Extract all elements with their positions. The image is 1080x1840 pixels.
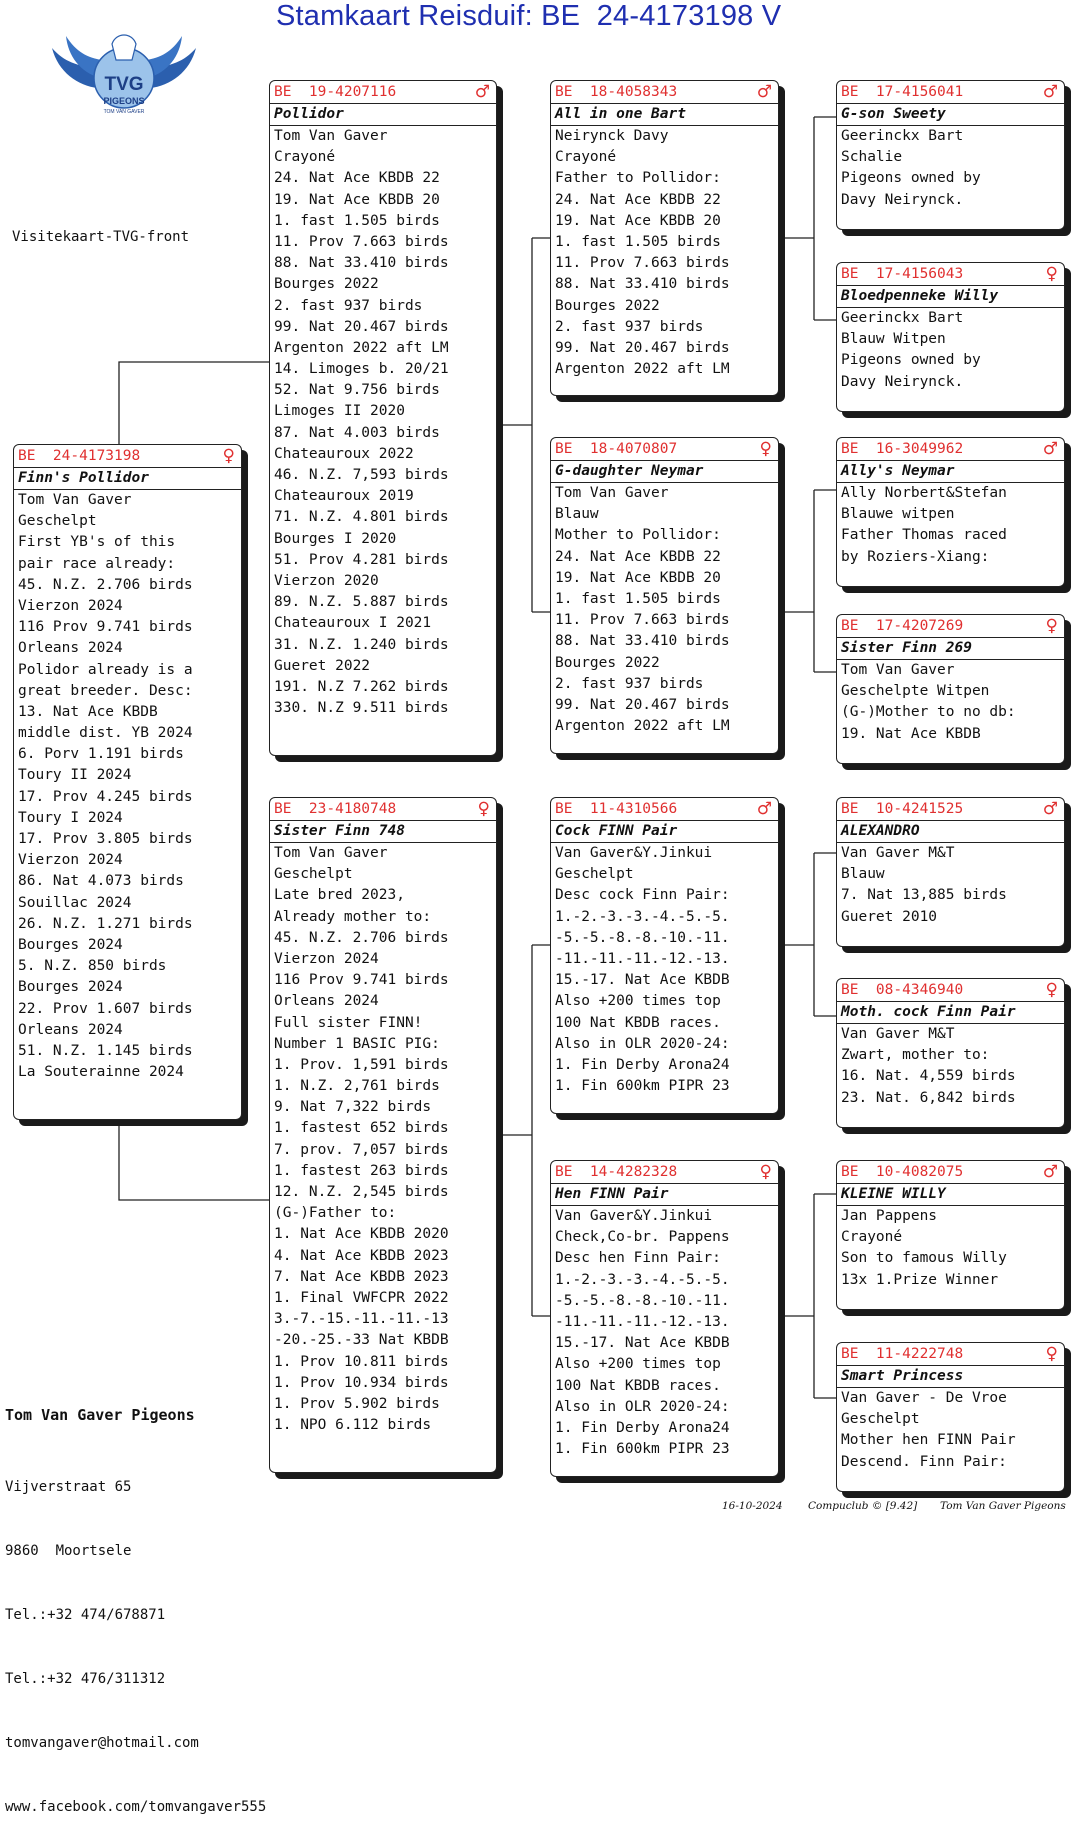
card-line: 24. Nat Ace KBDB 22 xyxy=(274,170,440,187)
card-line: Desc cock Finn Pair: xyxy=(555,887,730,904)
contact-phone-1: Tel.:+32 474/678871 xyxy=(5,1607,166,1624)
breeder-name: Van Gaver&Y.Jinkui xyxy=(555,845,713,861)
card-line: 1. NPO 6.112 birds xyxy=(274,1417,432,1434)
breeder-name: Jan Pappens xyxy=(841,1208,938,1224)
ring-number: BE 14-4282328 xyxy=(555,1164,678,1180)
female-symbol-icon: ♀ xyxy=(477,799,490,819)
card-line: 14. Limoges b. 20/21 xyxy=(274,361,449,378)
card-line: -11.-11.-11.-12.-13. xyxy=(555,1313,730,1330)
card-line: 13x 1.Prize Winner xyxy=(841,1271,999,1288)
card-line: pair race already: xyxy=(18,555,176,572)
card-line: Son to famous Willy xyxy=(841,1250,1007,1267)
female-symbol-icon: ♀ xyxy=(222,446,235,466)
pedigree-card-dam xyxy=(269,797,497,1473)
card-line: 116 Prov 9.741 birds xyxy=(274,972,449,989)
card-line: middle dist. YB 2024 xyxy=(18,725,193,742)
card-line: Davy Neirynck. xyxy=(841,373,964,390)
card-header xyxy=(270,798,496,820)
contact-facebook: www.facebook.com/tomvangaver555 xyxy=(5,1798,267,1815)
male-symbol-icon: ♂ xyxy=(1042,1162,1058,1182)
pedigree-card-subject xyxy=(13,444,242,1120)
breeder-name: Geerinckx Bart xyxy=(841,310,964,326)
card-line: 1. Fin 600km PIPR 23 xyxy=(555,1441,730,1458)
breeder-name: Ally Norbert&Stefan xyxy=(841,485,1007,501)
footer-date: 16-10-2024 xyxy=(722,1500,783,1512)
card-line: 1.-2.-3.-3.-4.-5.-5. xyxy=(555,908,730,925)
image-caption: Visitekaart-TVG-front xyxy=(12,229,190,245)
card-line: Number 1 BASIC PIG: xyxy=(274,1035,440,1052)
pedigree-card-ggp-1 xyxy=(836,80,1065,230)
card-line: Bourges 2024 xyxy=(18,979,123,996)
card-line: Orleans 2024 xyxy=(18,1021,123,1038)
card-line: 1. Fin Derby Arona24 xyxy=(555,1419,730,1436)
contact-city: 9860 Moortsele xyxy=(5,1543,132,1560)
card-line: 52. Nat 9.756 birds xyxy=(274,382,440,399)
card-line: 88. Nat 33.410 birds xyxy=(274,255,449,272)
card-line: Vierzon 2024 xyxy=(18,852,123,869)
pigeon-name: Bloedpenneke Willy xyxy=(837,285,1064,308)
page-title: Stamkaart Reisduif: BE 24-4173198 V xyxy=(276,0,782,32)
card-header xyxy=(551,81,778,103)
card-line: Toury II 2024 xyxy=(18,767,132,784)
ring-number: BE 19-4207116 xyxy=(274,84,397,100)
contact-phone-2: Tel.:+32 476/311312 xyxy=(5,1671,166,1688)
pigeon-name: ALEXANDRO xyxy=(837,820,1064,843)
card-line: 11. Prov 7.663 birds xyxy=(555,612,730,629)
card-line: 9. Nat 7,322 birds xyxy=(274,1099,432,1116)
card-line: Chateauroux I 2021 xyxy=(274,615,432,632)
card-line: Blauw xyxy=(841,866,885,883)
card-line: 11. Prov 7.663 birds xyxy=(555,255,730,272)
ring-number: BE 17-4207269 xyxy=(841,618,964,634)
pigeon-name: All in one Bart xyxy=(551,103,778,126)
contact-street: Vijverstraat 65 xyxy=(5,1479,132,1496)
card-header xyxy=(837,798,1064,820)
card-line: La Souterainne 2024 xyxy=(18,1064,184,1081)
card-line: 12. N.Z. 2,545 birds xyxy=(274,1184,449,1200)
female-symbol-icon: ♀ xyxy=(1045,616,1058,636)
card-line: Limoges II 2020 xyxy=(274,403,405,420)
card-line: 191. N.Z 7.262 birds xyxy=(274,678,449,695)
card-line: -5.-5.-8.-8.-10.-11. xyxy=(555,929,730,946)
ring-number: BE 10-4241525 xyxy=(841,801,964,817)
contact-block xyxy=(5,1362,266,1840)
card-line: Mother hen FINN Pair xyxy=(841,1432,1016,1449)
card-line: 2. fast 937 birds xyxy=(555,675,704,692)
card-line: -20.-25.-33 Nat KBDB xyxy=(274,1332,449,1349)
card-line: 89. N.Z. 5.887 birds xyxy=(274,594,449,611)
card-line: 19. Nat Ace KBDB 20 xyxy=(555,212,721,229)
male-symbol-icon: ♂ xyxy=(756,799,772,819)
card-line: 16. Nat. 4,559 birds xyxy=(841,1068,1016,1085)
card-line: Also +200 times top xyxy=(555,993,721,1010)
pedigree-card-ggp-3 xyxy=(836,437,1065,587)
ring-number: BE 10-4082075 xyxy=(841,1164,964,1180)
card-line: Chateauroux 2022 xyxy=(274,445,414,462)
card-line: 3.-7.-15.-11.-11.-13 xyxy=(274,1311,449,1328)
male-symbol-icon: ♂ xyxy=(1042,82,1058,102)
female-symbol-icon: ♀ xyxy=(759,439,772,459)
card-line: 100 Nat KBDB races. xyxy=(555,1377,721,1394)
card-line: Mother to Pollidor: xyxy=(555,527,721,544)
breeder-name: Van Gaver M&T xyxy=(841,845,955,861)
card-line: 1.-2.-3.-3.-4.-5.-5. xyxy=(555,1271,730,1288)
footer-software: Compuclub © [9.42] xyxy=(808,1500,918,1512)
card-line: 1. fast 1.505 birds xyxy=(555,590,721,607)
breeder-name: Tom Van Gaver xyxy=(841,662,955,678)
card-line: great breeder. Desc: xyxy=(18,682,193,699)
breeder-name: Tom Van Gaver xyxy=(274,845,388,861)
breeder-name: Van Gaver - De Vroe xyxy=(841,1390,1007,1406)
card-line: (G-)Mother to no db: xyxy=(841,704,1016,721)
card-line: 100 Nat KBDB races. xyxy=(555,1014,721,1031)
pedigree-card-dam-dam xyxy=(550,1160,779,1477)
card-line: 19. Nat Ace KBDB 20 xyxy=(555,569,721,586)
card-line: Blauwe witpen xyxy=(841,506,955,523)
card-line: 99. Nat 20.467 birds xyxy=(555,696,730,713)
card-line: Check,Co-br. Pappens xyxy=(555,1229,730,1246)
card-line: 1. fast 1.505 birds xyxy=(555,233,721,250)
pigeon-name: KLEINE WILLY xyxy=(837,1183,1064,1206)
card-line: Geschelpt xyxy=(274,866,353,883)
contact-name: Tom Van Gaver Pigeons xyxy=(5,1405,195,1424)
logo-subtext: PIGEONS xyxy=(103,96,145,106)
female-symbol-icon: ♀ xyxy=(759,1162,772,1182)
card-line: 1. fastest 263 birds xyxy=(274,1162,449,1179)
card-header xyxy=(14,445,241,467)
pedigree-card-sire-dam xyxy=(550,437,779,754)
card-line: Father Thomas raced xyxy=(841,527,1007,544)
card-line: by Roziers-Xiang: xyxy=(841,548,990,565)
female-symbol-icon: ♀ xyxy=(1045,264,1058,284)
card-line: Late bred 2023, xyxy=(274,887,405,904)
card-line: First YB's of this xyxy=(18,534,176,551)
card-line: 88. Nat 33.410 birds xyxy=(555,633,730,650)
card-line: Bourges 2022 xyxy=(555,654,660,671)
card-line: 330. N.Z 9.511 birds xyxy=(274,700,449,717)
card-line: Chateauroux 2019 xyxy=(274,488,414,505)
card-header xyxy=(837,615,1064,637)
card-line: 1. Nat Ace KBDB 2020 xyxy=(274,1226,449,1243)
card-line: 86. Nat 4.073 birds xyxy=(18,873,184,890)
card-line: Geschelpte Witpen xyxy=(841,683,990,700)
ring-number: BE 18-4070807 xyxy=(555,441,678,457)
ring-number: BE 16-3049962 xyxy=(841,441,964,457)
logo-owner-text: TOM VAN GAVER xyxy=(103,109,145,115)
pedigree-card-ggp-4 xyxy=(836,614,1065,764)
card-line: 2. fast 937 birds xyxy=(555,318,704,335)
card-line: 17. Prov 3.805 birds xyxy=(18,831,193,847)
card-line: Gueret 2010 xyxy=(841,908,938,925)
logo-text: TVG xyxy=(104,74,144,95)
card-line: Toury I 2024 xyxy=(18,809,123,826)
ring-number: BE 11-4222748 xyxy=(841,1346,964,1362)
pedigree-card-ggp-7 xyxy=(836,1160,1065,1310)
pigeon-name: G-son Sweety xyxy=(837,103,1064,126)
card-line: 99. Nat 20.467 birds xyxy=(555,339,730,356)
card-line: 22. Prov 1.607 birds xyxy=(18,1000,193,1017)
card-line: Father to Pollidor: xyxy=(555,170,721,187)
ring-number: BE 11-4310566 xyxy=(555,801,678,817)
card-line: Blauw xyxy=(555,506,599,523)
pedigree-card-sire-sire xyxy=(550,80,779,396)
card-line: -5.-5.-8.-8.-10.-11. xyxy=(555,1292,730,1309)
pigeon-name: Pollidor xyxy=(270,103,496,126)
card-line: Desc hen Finn Pair: xyxy=(555,1250,721,1267)
pigeon-name: Sister Finn 269 xyxy=(837,637,1064,660)
pigeon-name: Ally's Neymar xyxy=(837,460,1064,483)
card-line: 24. Nat Ace KBDB 22 xyxy=(555,548,721,565)
card-header xyxy=(837,263,1064,285)
card-line: 46. N.Z. 7,593 birds xyxy=(274,467,449,483)
card-header xyxy=(551,1161,778,1183)
card-line: Bourges 2022 xyxy=(555,297,660,314)
card-line: Davy Neirynck. xyxy=(841,191,964,208)
card-line: Crayoné xyxy=(841,1229,903,1246)
card-line: 1. Prov. 1,591 birds xyxy=(274,1056,449,1073)
card-line: 13. Nat Ace KBDB xyxy=(18,703,158,720)
card-line: -11.-11.-11.-12.-13. xyxy=(555,950,730,967)
card-line: Zwart, mother to: xyxy=(841,1047,990,1064)
card-header xyxy=(551,438,778,460)
breeder-name: Van Gaver&Y.Jinkui xyxy=(555,1208,713,1224)
male-symbol-icon: ♂ xyxy=(474,82,490,102)
card-line: 5. N.Z. 850 birds xyxy=(18,958,167,975)
card-line: Pigeons owned by xyxy=(841,170,981,187)
card-line: 45. N.Z. 2.706 birds xyxy=(274,929,449,946)
card-line: 1. fastest 652 birds xyxy=(274,1120,449,1137)
card-line: Crayoné xyxy=(555,149,617,166)
card-line: 7. Nat Ace KBDB 2023 xyxy=(274,1268,449,1285)
card-line: Argenton 2022 aft LM xyxy=(274,339,449,356)
card-line: Argenton 2022 aft LM xyxy=(555,361,730,378)
male-symbol-icon: ♂ xyxy=(1042,799,1058,819)
male-symbol-icon: ♂ xyxy=(756,82,772,102)
card-line: Vierzon 2024 xyxy=(274,950,379,967)
contact-email: tomvangaver@hotmail.com xyxy=(5,1735,199,1752)
footer-owner: Tom Van Gaver Pigeons xyxy=(940,1500,1066,1512)
card-line: 7. Nat 13,885 birds xyxy=(841,887,1007,904)
card-line: 19. Nat Ace KBDB 20 xyxy=(274,191,440,208)
card-line: 17. Prov 4.245 birds xyxy=(18,788,193,805)
card-line: Vierzon 2020 xyxy=(274,572,379,589)
pigeon-name: Cock FINN Pair xyxy=(551,820,778,843)
pigeon-name: Smart Princess xyxy=(837,1365,1064,1388)
card-line: Already mother to: xyxy=(274,908,432,925)
card-line: 51. Prov 4.281 birds xyxy=(274,551,449,568)
card-line: Also in OLR 2020-24: xyxy=(555,1035,730,1052)
card-line: 116 Prov 9.741 birds xyxy=(18,619,193,636)
card-line: 31. N.Z. 1.240 birds xyxy=(274,636,449,653)
card-header xyxy=(837,81,1064,103)
card-line: 88. Nat 33.410 birds xyxy=(555,276,730,293)
card-line: Descend. Finn Pair: xyxy=(841,1453,1007,1470)
card-header xyxy=(270,81,496,103)
card-line: 71. N.Z. 4.801 birds xyxy=(274,509,449,526)
card-line: Geschelpt xyxy=(841,1411,920,1428)
card-line: 15.-17. Nat Ace KBDB xyxy=(555,972,730,989)
pedigree-card-ggp-2 xyxy=(836,262,1065,412)
card-line: Argenton 2022 aft LM xyxy=(555,718,730,735)
card-line: 1. Prov 5.902 birds xyxy=(274,1395,440,1412)
card-line: 15.-17. Nat Ace KBDB xyxy=(555,1335,730,1352)
card-line: Geschelpt xyxy=(18,513,97,530)
pedigree-card-ggp-6 xyxy=(836,978,1065,1128)
card-line: Full sister FINN! xyxy=(274,1014,423,1031)
card-line: 19. Nat Ace KBDB xyxy=(841,725,981,742)
pedigree-card-sire xyxy=(269,80,497,756)
ring-number: BE 17-4156043 xyxy=(841,266,964,282)
ring-number: BE 24-4173198 xyxy=(18,448,141,464)
card-line: Vierzon 2024 xyxy=(18,597,123,614)
card-line: (G-)Father to: xyxy=(274,1205,397,1222)
card-line: 1. N.Z. 2,761 birds xyxy=(274,1078,440,1095)
card-line: 6. Porv 1.191 birds xyxy=(18,746,184,763)
female-symbol-icon: ♀ xyxy=(1045,1344,1058,1364)
card-line: 1. Prov 10.934 birds xyxy=(274,1374,449,1391)
breeder-name: Geerinckx Bart xyxy=(841,128,964,144)
card-line: 1. Fin Derby Arona24 xyxy=(555,1056,730,1073)
card-line: 87. Nat 4.003 birds xyxy=(274,424,440,441)
ring-number: BE 18-4058343 xyxy=(555,84,678,100)
card-line: Gueret 2022 xyxy=(274,657,371,674)
card-line: 51. N.Z. 1.145 birds xyxy=(18,1042,193,1059)
pedigree-card-ggp-8 xyxy=(836,1342,1065,1492)
card-line: 1. Prov 10.811 birds xyxy=(274,1353,449,1370)
card-line: Pigeons owned by xyxy=(841,352,981,369)
card-line: 2. fast 937 birds xyxy=(274,297,423,314)
card-line: Schalie xyxy=(841,149,903,166)
card-line: Crayoné xyxy=(274,149,336,166)
card-line: Souillac 2024 xyxy=(18,894,132,911)
male-symbol-icon: ♂ xyxy=(1042,439,1058,459)
breeder-name: Van Gaver M&T xyxy=(841,1026,955,1042)
card-line: Orleans 2024 xyxy=(274,993,379,1010)
ring-number: BE 17-4156041 xyxy=(841,84,964,100)
breeder-name: Neirynck Davy xyxy=(555,128,669,144)
card-line: 7. prov. 7,057 birds xyxy=(274,1141,449,1158)
card-line: 26. N.Z. 1.271 birds xyxy=(18,915,193,932)
card-header xyxy=(837,1343,1064,1365)
pedigree-card-ggp-5 xyxy=(836,797,1065,947)
card-line: Geschelpt xyxy=(555,866,634,883)
card-line: 1. Fin 600km PIPR 23 xyxy=(555,1078,730,1095)
ring-number: BE 08-4346940 xyxy=(841,982,964,998)
card-header xyxy=(837,1161,1064,1183)
card-line: Bourges I 2020 xyxy=(274,530,397,547)
card-line: Also +200 times top xyxy=(555,1356,721,1373)
card-header xyxy=(837,979,1064,1001)
card-line: 45. N.Z. 2.706 birds xyxy=(18,576,193,593)
pigeon-name: Finn's Pollidor xyxy=(14,467,241,490)
ring-number: BE 23-4180748 xyxy=(274,801,397,817)
card-line: 99. Nat 20.467 birds xyxy=(274,318,449,335)
breeder-name: Tom Van Gaver xyxy=(274,128,388,144)
card-line: 23. Nat. 6,842 birds xyxy=(841,1089,1016,1106)
pigeon-name: Moth. cock Finn Pair xyxy=(837,1001,1064,1024)
card-line: Also in OLR 2020-24: xyxy=(555,1398,730,1415)
pigeon-name: G-daughter Neymar xyxy=(551,460,778,483)
card-line: 4. Nat Ace KBDB 2023 xyxy=(274,1247,449,1264)
card-line: 11. Prov 7.663 birds xyxy=(274,233,449,250)
card-header xyxy=(837,438,1064,460)
card-line: 1. Final VWFCPR 2022 xyxy=(274,1289,449,1306)
card-line: 24. Nat Ace KBDB 22 xyxy=(555,191,721,208)
card-line: Orleans 2024 xyxy=(18,640,123,657)
card-line: 1. fast 1.505 birds xyxy=(274,212,440,229)
card-header xyxy=(551,798,778,820)
card-line: Polidor already is a xyxy=(18,661,193,678)
pigeon-name: Hen FINN Pair xyxy=(551,1183,778,1206)
pedigree-card-dam-sire xyxy=(550,797,779,1114)
breeder-name: Tom Van Gaver xyxy=(555,485,669,501)
pigeon-name: Sister Finn 748 xyxy=(270,820,496,843)
card-line: Blauw Witpen xyxy=(841,331,946,348)
card-line: Bourges 2022 xyxy=(274,276,379,293)
female-symbol-icon: ♀ xyxy=(1045,980,1058,1000)
breeder-name: Tom Van Gaver xyxy=(18,492,132,508)
card-line: Bourges 2024 xyxy=(18,936,123,953)
